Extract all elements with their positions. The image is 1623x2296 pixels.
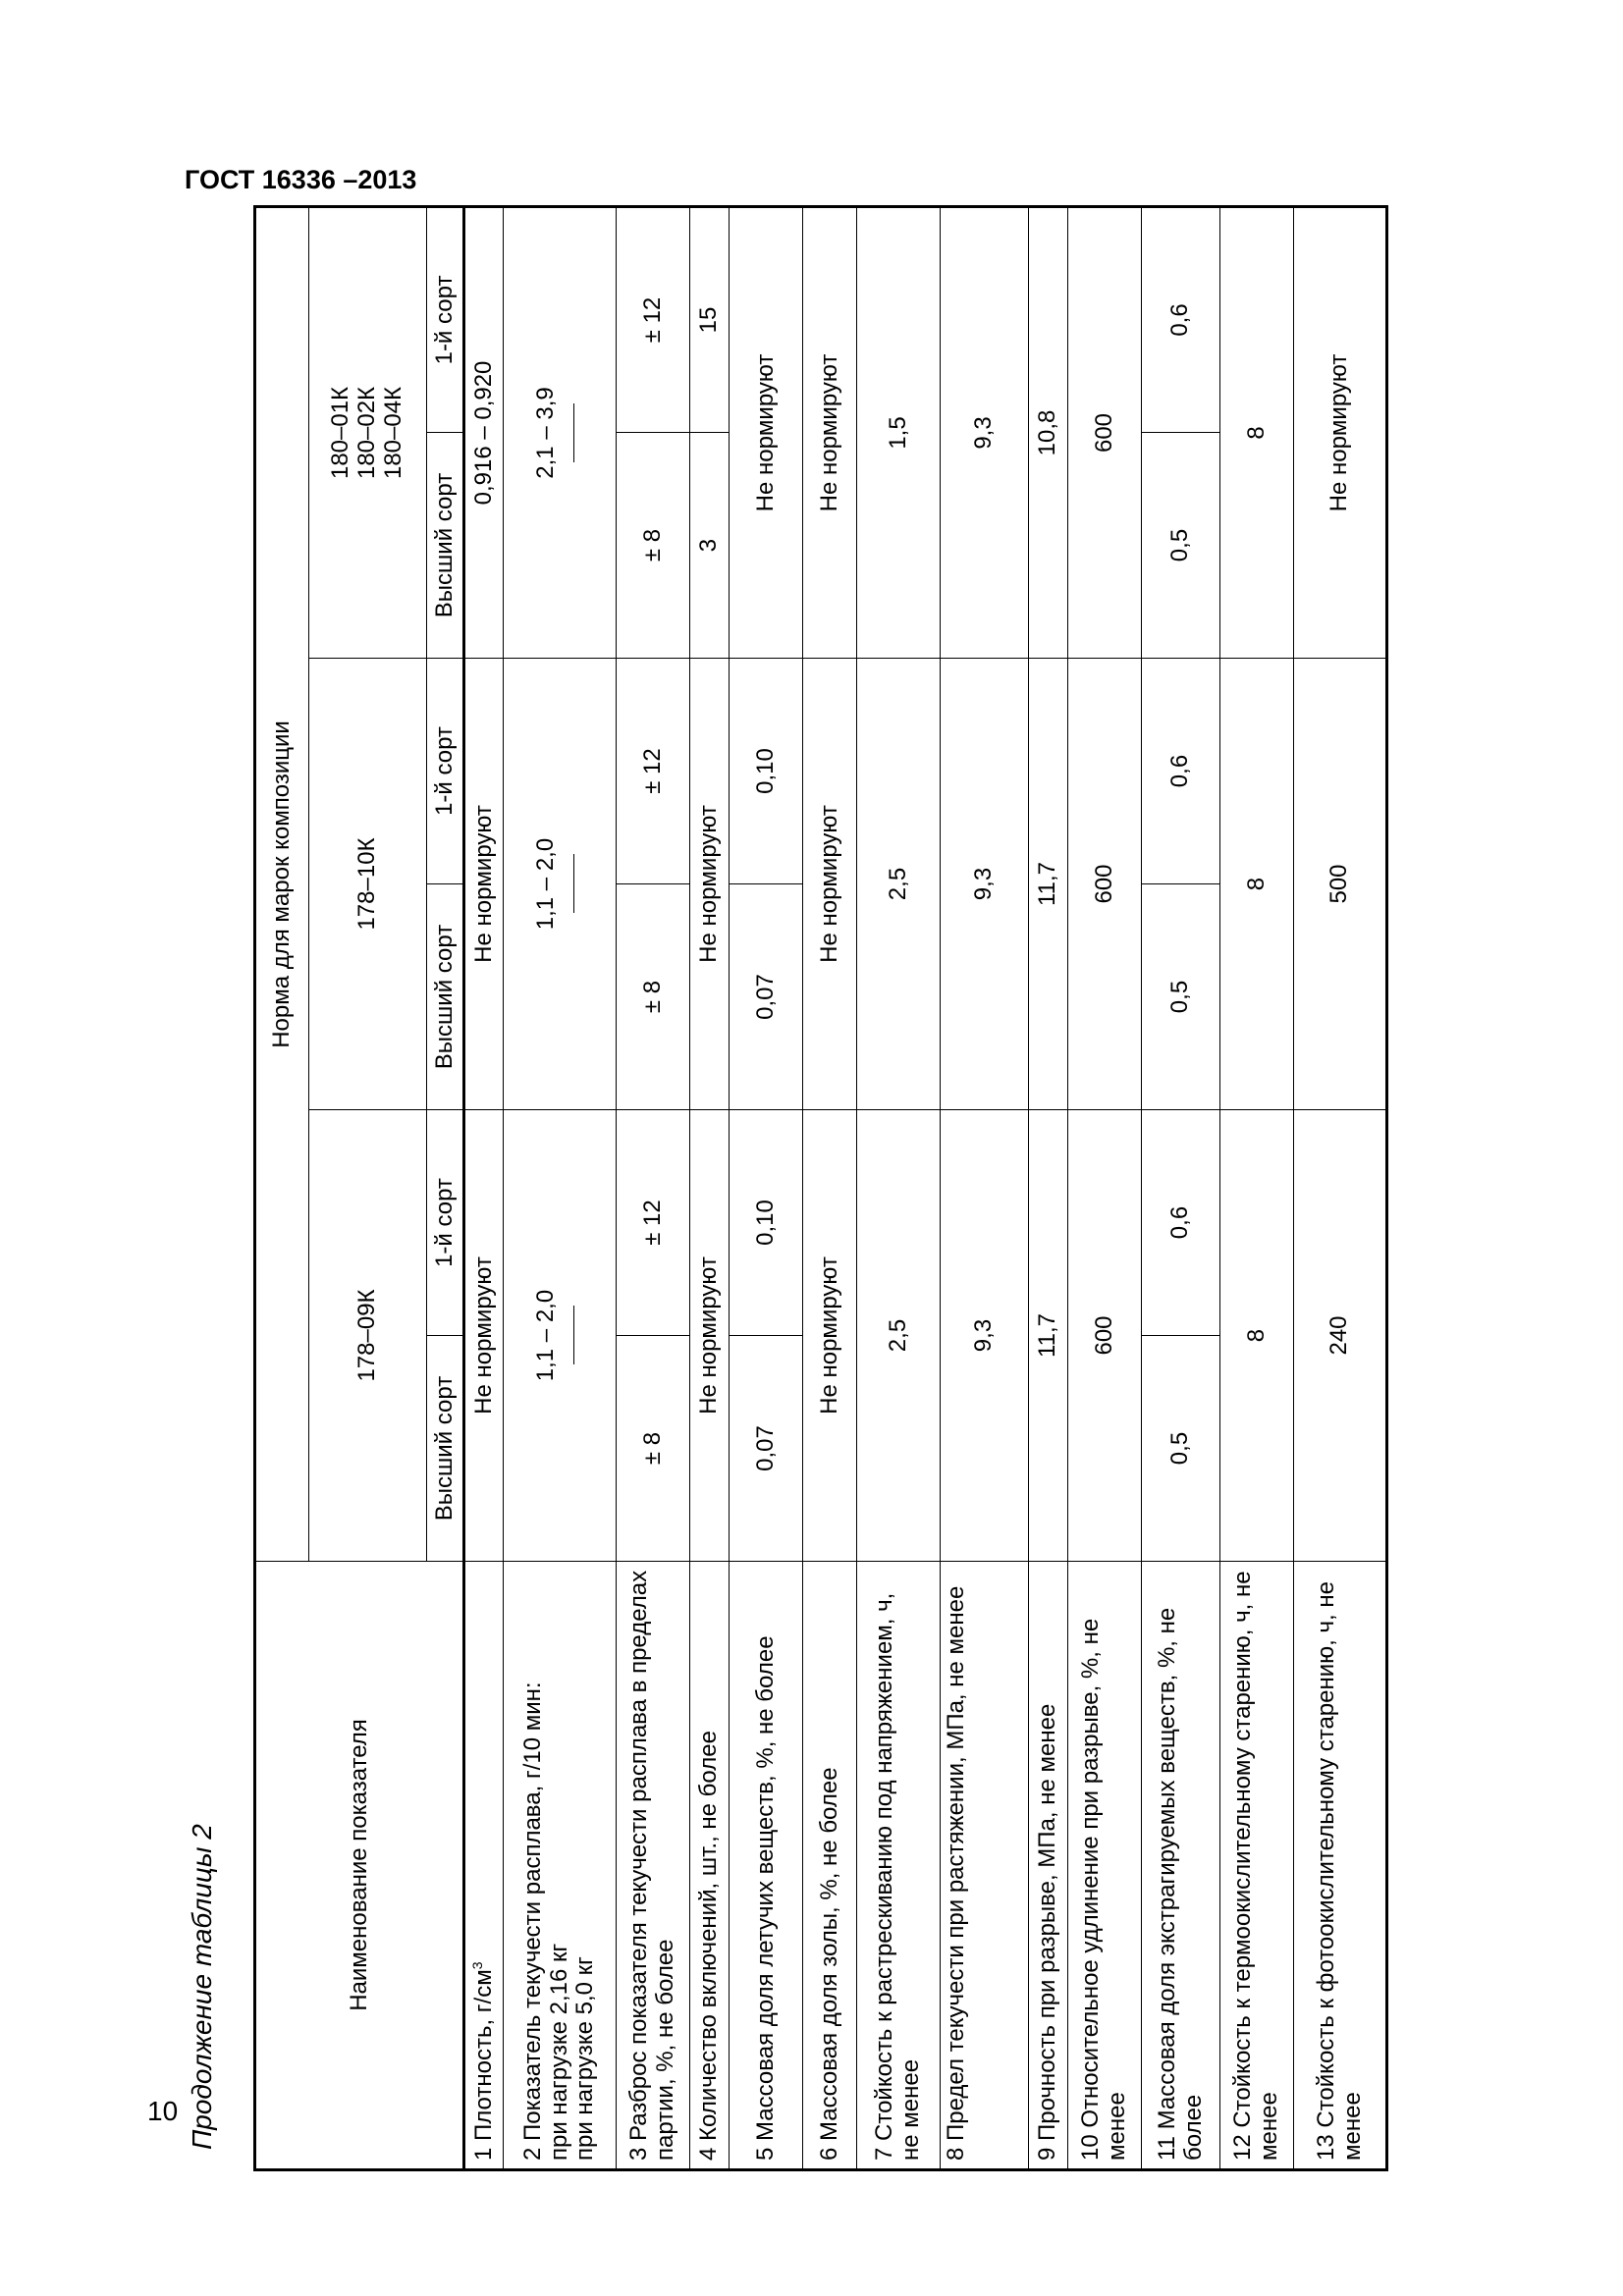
cell: Не нормируют <box>803 1110 857 1562</box>
row-name: 12 Стойкость к термоокислительному старению, ч, не менее <box>1220 1562 1294 2170</box>
cell: 240 <box>1294 1110 1387 1562</box>
sort-first-label: 1-й сорт <box>427 659 464 884</box>
cell: 8 <box>1220 659 1294 1110</box>
table-row <box>730 206 803 2169</box>
grade-180-group: 180–01К 180–02К 180–04К <box>309 206 427 658</box>
cell: 1,1 – 2,0 <box>504 659 617 1110</box>
cell: 1,5 <box>857 206 941 658</box>
table-row <box>617 206 690 2169</box>
sort-top-label: Высший сорт <box>427 433 464 659</box>
cell: 0,07 <box>730 884 803 1110</box>
cell: ± 8 <box>617 1336 690 1562</box>
table-continuation-caption: Продолжение таблицы 2 <box>187 1824 217 2150</box>
header-indicator-name: Наименование показателя <box>255 1562 464 2170</box>
cell: 2,5 <box>857 659 941 1110</box>
row-name: 9 Прочность при разрыве, МПа, не менее <box>1029 1562 1068 2170</box>
cell: 11,7 <box>1029 659 1068 1110</box>
cell: Не нормируют <box>690 1110 730 1562</box>
table-row <box>1142 206 1220 2169</box>
table-row <box>941 206 1029 2169</box>
row-name: 6 Массовая доля золы, %, не более <box>803 1562 857 2170</box>
cell: ± 12 <box>617 206 690 432</box>
row-name: 1 Плотность, $г/см^3$ <box>464 1562 504 2170</box>
cell: ± 8 <box>617 884 690 1110</box>
table-row <box>1294 206 1387 2169</box>
cell: Не нормируют <box>1294 206 1387 658</box>
cell: 0,5 <box>1142 433 1220 659</box>
cell: 600 <box>1068 1110 1142 1562</box>
cell: 500 <box>1294 659 1387 1110</box>
cell: Не нормируют <box>803 206 857 658</box>
cell: Не нормируют <box>730 206 803 658</box>
cell: 9,3 <box>941 1110 1029 1562</box>
document-code: ГОСТ 16336 –2013 <box>185 165 417 194</box>
row-name: 13 Стойкость к фотоокислительному старению, ч, не менее <box>1294 1562 1387 2170</box>
sort-first-label: 1-й сорт <box>427 1110 464 1336</box>
cell: 10,8 <box>1029 206 1068 658</box>
cell: 0,07 <box>730 1336 803 1562</box>
cell: 11,7 <box>1029 1110 1068 1562</box>
row-name: 11 Массовая доля экстрагируемых веществ, %, не более <box>1142 1562 1220 2170</box>
cell: 8 <box>1220 206 1294 658</box>
sort-top-label: Высший сорт <box>427 1336 464 1562</box>
cell: 0,10 <box>730 659 803 884</box>
header-norm: Норма для марок композиции <box>255 206 309 1561</box>
cell: 600 <box>1068 206 1142 658</box>
page-number: 10 <box>147 2096 179 2126</box>
specification-table <box>253 205 1388 2171</box>
cell: 3 <box>690 433 730 659</box>
row-name: 4 Количество включений, шт., не более <box>690 1562 730 2170</box>
grade-178-10k: 178–10К <box>309 659 427 1110</box>
cell: 0,6 <box>1142 1110 1220 1336</box>
cell: ± 12 <box>617 1110 690 1336</box>
row-name: 8 Предел текучести при растяжении, МПа, не менее <box>941 1562 1029 2170</box>
table-row <box>464 206 504 2169</box>
cell: 2,1 – 3,9 <box>504 206 617 658</box>
table-row <box>690 206 730 2169</box>
cell: 2,5 <box>857 1110 941 1562</box>
row-name: 7 Стойкость к растрескиванию под напряжением, ч, не менее <box>857 1562 941 2170</box>
cell: 9,3 <box>941 206 1029 658</box>
table-row <box>803 206 857 2169</box>
grade-178-09k: 178–09К <box>309 1110 427 1562</box>
cell: 0,6 <box>1142 659 1220 884</box>
cell: 0,5 <box>1142 1336 1220 1562</box>
cell: 9,3 <box>941 659 1029 1110</box>
row-name: 2 Показатель текучести расплава, г/10 мин: при нагрузке 2,16 кг при нагрузке 5,0 кг <box>504 1562 617 2170</box>
table-row <box>1029 206 1068 2169</box>
row-name: 5 Массовая доля летучих веществ, %, не более <box>730 1562 803 2170</box>
cell: Не нормируют <box>690 659 730 1110</box>
row-name: 3 Разброс показателя текучести расплава в пределах партии, %, не более <box>617 1562 690 2170</box>
table-row <box>504 206 617 2169</box>
cell: 15 <box>690 206 730 432</box>
table-rotated-stage <box>253 208 1432 2171</box>
cell: 0,6 <box>1142 206 1220 432</box>
cell: ± 8 <box>617 433 690 659</box>
cell: 0,10 <box>730 1110 803 1336</box>
cell: Не нормируют <box>464 1110 504 1562</box>
sort-first-label: 1-й сорт <box>427 206 464 432</box>
row-name: 10 Относительное удлинение при разрыве, %, не менее <box>1068 1562 1142 2170</box>
table-row <box>1220 206 1294 2169</box>
cell: 600 <box>1068 659 1142 1110</box>
cell: Не нормируют <box>464 659 504 1110</box>
cell: 1,1 – 2,0 <box>504 1110 617 1562</box>
cell: 0,916 – 0,920 <box>464 206 504 658</box>
table-row <box>1068 206 1142 2169</box>
cell: 8 <box>1220 1110 1294 1562</box>
sort-top-label: Высший сорт <box>427 884 464 1110</box>
cell: 0,5 <box>1142 884 1220 1110</box>
table-row <box>857 206 941 2169</box>
cell: ± 12 <box>617 659 690 884</box>
cell: Не нормируют <box>803 659 857 1110</box>
